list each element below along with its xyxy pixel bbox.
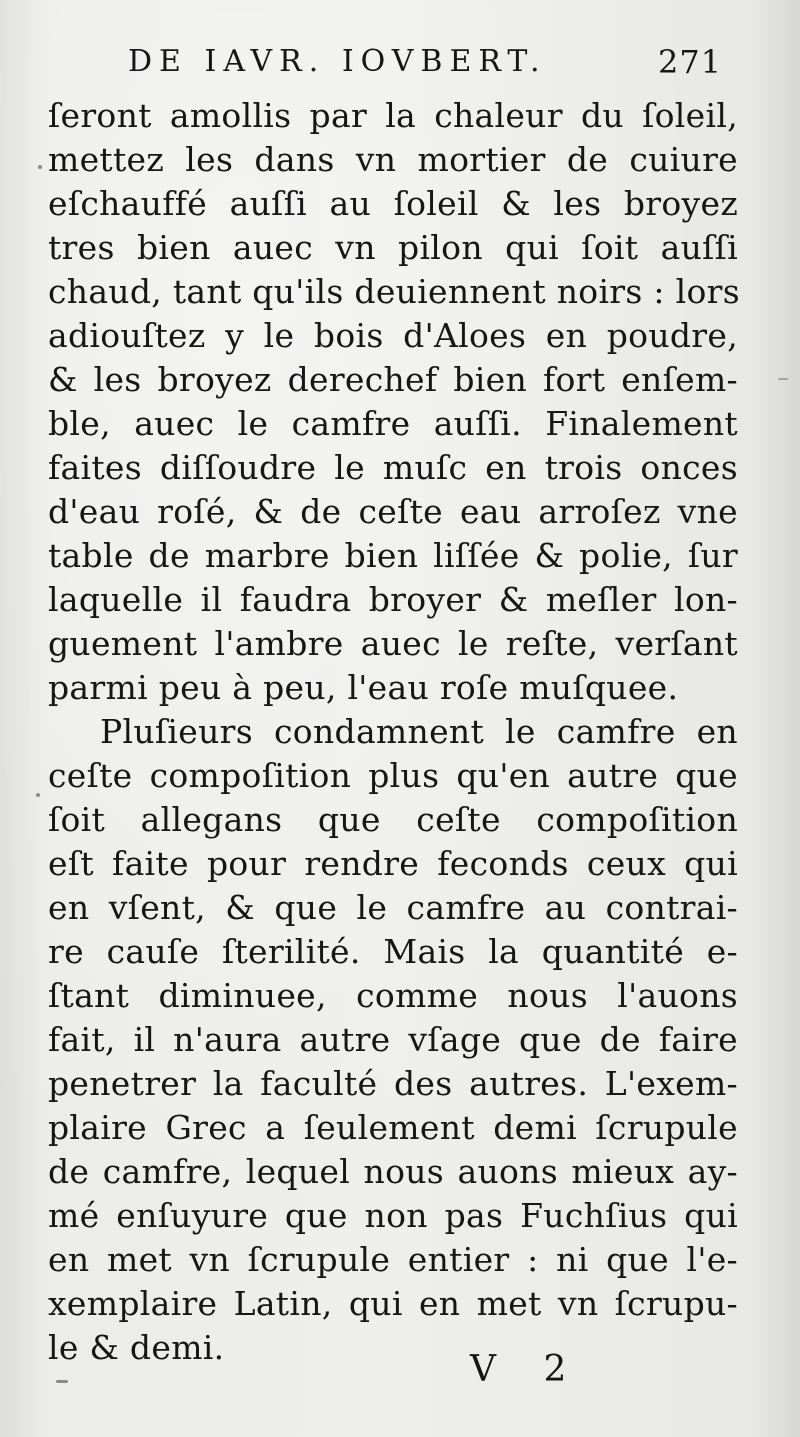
page-number: 271 [658, 43, 723, 81]
text-line: parmi peu à peu, l'eau roſe muſquee. [48, 668, 679, 707]
text-line: en met vn ſcrupule entier : ni que l'e- [48, 1240, 738, 1279]
ink-speck [36, 793, 40, 797]
ink-speck [56, 1380, 68, 1383]
text-line: en vſent, & que le camfre au contrai- [48, 888, 738, 927]
text-line: d'eau roſé, & de ceſte eau arroſez vne [48, 492, 738, 531]
text-line: mé enſuyure que non pas Fuchſius qui [48, 1196, 738, 1235]
text-line: re cauſe ſterilité. Mais la quantité e- [48, 932, 738, 971]
text-line: ſtant diminuee, comme nous l'auons [48, 976, 738, 1015]
ink-speck [38, 165, 42, 169]
text-line: ble, auec le camfre auſſi. Finalement [48, 404, 738, 443]
text-line: ſeront amollis par la chaleur du ſoleil, [48, 96, 738, 135]
text-line: eſt faite pour rendre feconds ceux qui [48, 844, 738, 883]
text-line: chaud, tant qu'ils deuiennent noirs : lors [48, 272, 740, 311]
text-line: Pluſieurs condamnent le camfre en [100, 712, 738, 751]
text-line: table de marbre bien liſſée & polie, ſur [48, 536, 738, 575]
text-line: adiouſtez y le bois d'Aloes en poudre, [48, 316, 738, 355]
text-line: de camfre, lequel nous auons mieux ay- [48, 1152, 738, 1191]
paragraph [48, 94, 738, 710]
text-line: ſoit allegans que ceſte compoſition [48, 800, 738, 839]
text-line: eſchauffé auſſi au ſoleil & les broyez [48, 184, 738, 223]
text-line: tres bien auec vn pilon qui ſoit auſſi [48, 228, 738, 267]
text-line: fait, il n'aura autre vſage que de faire [48, 1020, 738, 1059]
text-line: & les broyez derechef bien fort enſem- [48, 360, 738, 399]
running-head [0, 40, 800, 84]
text-line: ceſte compoſition plus qu'en autre que [48, 756, 738, 795]
text-line: plaire Grec a ſeulement demi ſcrupule [48, 1108, 738, 1147]
text-line: xemplaire Latin, qui en met vn ſcrupu- [48, 1284, 738, 1323]
paragraph [48, 710, 738, 1370]
text-line: penetrer la faculté des autres. L'exem- [48, 1064, 738, 1103]
text-line: mettez les dans vn mortier de cuiure [48, 140, 738, 179]
running-title: DE IAVR. IOVBERT. [128, 44, 547, 79]
text-line: laquelle il faudra broyer & meſler lon- [48, 580, 738, 619]
ink-speck [778, 378, 788, 380]
body-text [48, 94, 738, 1370]
text-line: le & demi. [48, 1328, 225, 1367]
signature-mark: V 2 [470, 1349, 585, 1390]
text-line: faites diſſoudre le muſc en trois onces [48, 448, 738, 487]
text-line: guement l'ambre auec le reſte, verſant [48, 624, 738, 663]
